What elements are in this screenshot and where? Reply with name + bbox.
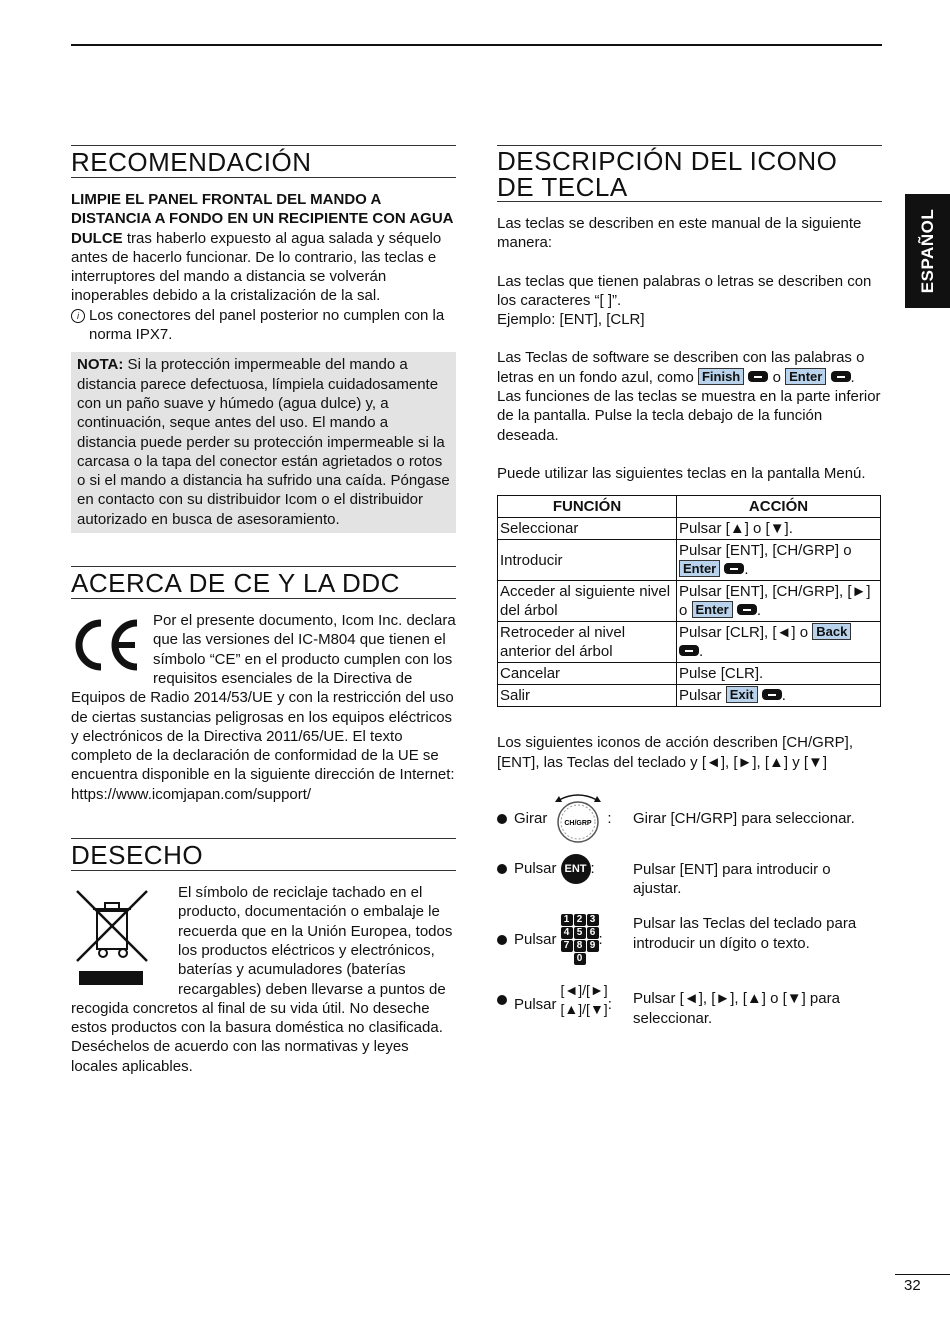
ce-block (71, 611, 456, 804)
table-cell-func: Acceder al siguiente nivel del árbol (498, 581, 677, 622)
softkey-button-icon (762, 689, 782, 700)
descripcion-p5: Los siguientes iconos de acción describen [CH/GRP], [ENT], las Teclas del teclado y [◄], [►], [▲] y [▼] (497, 734, 854, 771)
softkey-button-icon (831, 371, 851, 382)
table-cell-action: Pulse [CLR]. (677, 663, 881, 685)
table-row (498, 622, 881, 663)
enter-softkey: Enter (785, 368, 826, 385)
table-header-accion: ACCIÓN (677, 496, 881, 518)
icon-verb: Girar (514, 810, 548, 828)
softkey-button-icon (748, 371, 768, 382)
keypad-key: 1 (561, 914, 573, 926)
recomendacion-body (71, 190, 456, 306)
softkey-button-icon (737, 604, 757, 615)
icon-desc: Pulsar las Teclas del teclado para introducir un dígito o texto. (633, 915, 857, 952)
action-text: Pulsar [ENT], [CH/GRP], [►] o (679, 583, 871, 620)
finish-softkey: Finish (698, 368, 744, 385)
top-rule (71, 44, 882, 46)
descripcion-p3 (497, 348, 882, 444)
table-cell-func: Cancelar (498, 663, 677, 685)
info-text: Los conectores del panel posterior no cumplen con la norma IPX7. (89, 306, 445, 344)
enter-softkey: Enter (692, 601, 733, 618)
action-suffix: . (699, 643, 704, 661)
page-number-rule (895, 1274, 950, 1275)
keypad-key: 5 (574, 927, 586, 939)
info-note (71, 306, 456, 345)
descripcion-p1: Las teclas se describen en este manual de la siguiente manera: (497, 215, 862, 252)
table-cell-func: Introducir (498, 540, 677, 581)
keypad-key: 9 (587, 940, 599, 952)
descripcion-p4: Puede utilizar las siguientes teclas en la pantalla Menú. (497, 464, 866, 482)
ce-text: Por el presente documento, Icom Inc. declara que las versiones del IC-M804 que tienen el símbolo “CE” en el producto cumplen con los requisitos esenciales de la Directiva de Equipos de Radio 2014/53/UE y con la restricción del uso de ciertas sustancias peligrosas en los equipos eléctricos y electrónicos de la Directiva 2011/65/UE. El texto completo de la declaración de conformidad de la UE se encuentra disponible en la siguiente dirección de Internet: https://www.icomjapan.com/support/ (71, 612, 456, 803)
exit-softkey: Exit (726, 686, 758, 703)
desecho-title: DESECHO (71, 838, 456, 871)
keypad-key: 8 (574, 940, 586, 952)
bullet (497, 814, 507, 824)
left-column (71, 145, 456, 1076)
dial-icon (549, 790, 607, 848)
icon-row-keypad: Pulsar 1 2 3 4 5 6 7 8 9 0 : Pulsar las Teclas del teclado para introducir un dígito o texto. (497, 914, 882, 965)
arrow-keys-line: [◄]/[►] (560, 982, 608, 999)
table-cell-action: Pulsar [▲] o [▼]. (677, 518, 881, 540)
language-side-tab (905, 194, 950, 308)
icon-verb: Pulsar (514, 931, 557, 949)
table-row (498, 518, 881, 540)
right-column (497, 145, 882, 1028)
action-suffix: . (744, 561, 749, 579)
icon-desc: Pulsar [◄], [►], [▲] o [▼] para seleccionar. (633, 990, 840, 1027)
table-cell-func: Retroceder al nivel anterior del árbol (498, 622, 677, 663)
table-cell-func: Seleccionar (498, 518, 677, 540)
keypad-icon (561, 914, 599, 965)
keypad-key: 4 (561, 927, 573, 939)
softkey-button-icon (679, 645, 699, 656)
icon-row-girar: Girar CH/GRP : Girar [CH/GRP] para seleccionar. (497, 790, 882, 848)
bullet (497, 864, 507, 874)
action-text: Pulsar (679, 687, 722, 705)
icon-verb: Pulsar (514, 995, 557, 1013)
function-table (497, 495, 881, 707)
crossed-bin-icon (71, 887, 151, 987)
p3-or: o (768, 368, 786, 386)
recomendacion-text: tras haberlo expuesto al agua salada y séquelo antes de hacerlo funcionar. De lo contrario, las teclas e interruptores del mando a distancia se volverán inoperables debido a la cristalización de la sal. (71, 229, 442, 305)
recomendacion-bold: LIMPIE EL PANEL FRONTAL DEL MANDO A DISTANCIA A FONDO EN UN RECIPIENTE CON AGUA DULCE (71, 191, 453, 247)
note-text (77, 355, 450, 529)
table-cell-action (677, 581, 881, 622)
action-text: Pulsar [CLR], [◄] o (679, 624, 809, 642)
enter-softkey: Enter (679, 560, 720, 577)
note-body: Si la protección impermeable del mando a distancia parece defectuosa, límpiela cuidadosamente con un paño suave y húmedo (agua dulce) y, a continuación, seque antes del uso. El mando a distancia puede perder su protección impermeable si la carcasa o la tapa del conector están agrietados o rotos o si el mando a distancia ha sufrido una caída. Póngase en contacto con su distribuidor Icom o el distribuidor autorizado en busca de asesoramiento. (77, 356, 450, 528)
keypad-key: 6 (587, 927, 599, 939)
icon-row-ent: Pulsar ENT : Pulsar [ENT] para introducir o ajustar. (497, 860, 882, 899)
page-number: 32 (904, 1277, 921, 1294)
table-row (498, 581, 881, 622)
action-suffix: . (756, 602, 762, 620)
note-box (71, 352, 456, 533)
descripcion-example: Ejemplo: [ENT], [CLR] (497, 311, 645, 329)
keypad-key: 3 (587, 914, 599, 926)
side-tab-label: ESPAÑOL (917, 208, 937, 294)
info-icon: i (71, 309, 85, 323)
table-row (498, 685, 881, 707)
p3-text-a: Las Teclas de software se describen con las palabras o letras en un fondo azul, como (497, 349, 865, 386)
keypad-key: 2 (574, 914, 586, 926)
back-softkey: Back (812, 623, 851, 640)
icon-desc: Girar [CH/GRP] para seleccionar. (633, 810, 855, 828)
table-header-funcion: FUNCIÓN (498, 496, 677, 518)
bullet (497, 995, 507, 1005)
keypad-key: 0 (574, 953, 586, 965)
arrow-keys-icon (561, 981, 608, 1019)
icon-desc: Pulsar [ENT] para introducir o ajustar. (633, 860, 831, 898)
table-row (498, 663, 881, 685)
recomendacion-title: RECOMENDACIÓN (71, 145, 456, 178)
arrow-keys-line: [▲]/[▼] (560, 1001, 608, 1018)
table-cell-action (677, 685, 881, 707)
keypad-key: 7 (561, 940, 573, 952)
dial-label: CH/GRP (564, 819, 592, 827)
descripcion-p2: Las teclas que tienen palabras o letras se describen con los caracteres “[ ]”. (497, 272, 872, 309)
bullet (497, 935, 507, 945)
action-suffix: . (781, 687, 786, 705)
p3-text-b: . Las funciones de las teclas se muestra en la parte inferior de la pantalla. Pulse la tecla debajo de la función deseada. (497, 368, 881, 444)
desecho-block (71, 883, 456, 1076)
table-cell-action (677, 622, 881, 663)
table-cell-func: Salir (498, 685, 677, 707)
table-row (498, 540, 881, 581)
icon-row-arrows: Pulsar [◄]/[►] [▲]/[▼] : Pulsar [◄], [►], [▲] o [▼] para seleccionar. (497, 981, 882, 1028)
ce-mark-icon (71, 617, 143, 673)
note-label: NOTA: (77, 356, 124, 374)
action-text: Pulsar [ENT], [CH/GRP] o (679, 542, 852, 560)
icon-verb: Pulsar (514, 860, 557, 878)
softkey-button-icon (724, 563, 744, 574)
table-cell-action (677, 540, 881, 581)
ent-icon: ENT (561, 854, 591, 884)
ce-title: ACERCA DE CE Y LA DDC (71, 566, 456, 599)
desecho-text: El símbolo de reciclaje tachado en el producto, documentación o embalaje le recuerda que en la Unión Europea, todos los productos eléctricos y electrónicos, baterías y acumuladores (baterías recargables) deben llevarse a puntos de recogida concretos al final de su vida útil. No deseche estos productos con la basura doméstica no clasificada. Deséchelos de acuerdo con las normativas y leyes locales aplicables. (71, 884, 453, 1075)
descripcion-title: DESCRIPCIÓN DEL ICONO DE TECLA (497, 145, 882, 202)
